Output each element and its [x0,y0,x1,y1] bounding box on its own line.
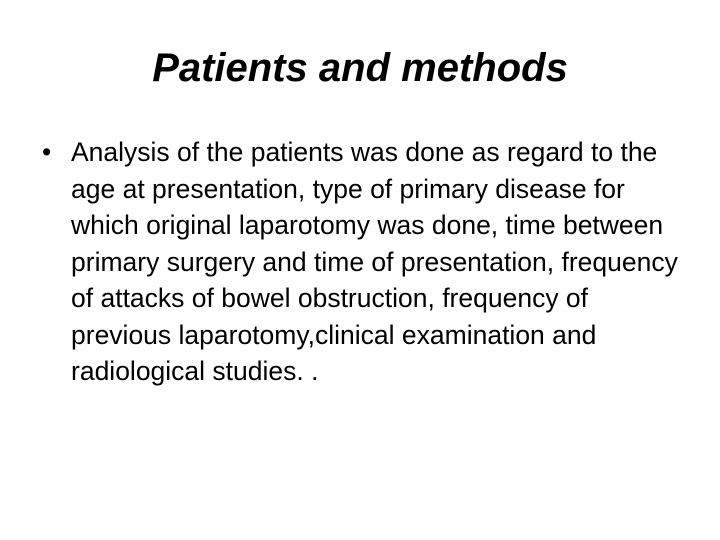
bullet-list [42,134,682,390]
bullet-item [42,134,682,390]
slide-title: Patients and methods [152,46,568,90]
bullet-text: Analysis of the patients was done as regard to the age at presentation, type of primary disease for which original laparotomy was done, time between primary surgery and time of presentation, frequency of attacks of bowel obstruction, frequency of previous laparotomy,clinical examination and radiological studies. . [71,137,678,386]
bullet-icon: • [42,137,52,167]
